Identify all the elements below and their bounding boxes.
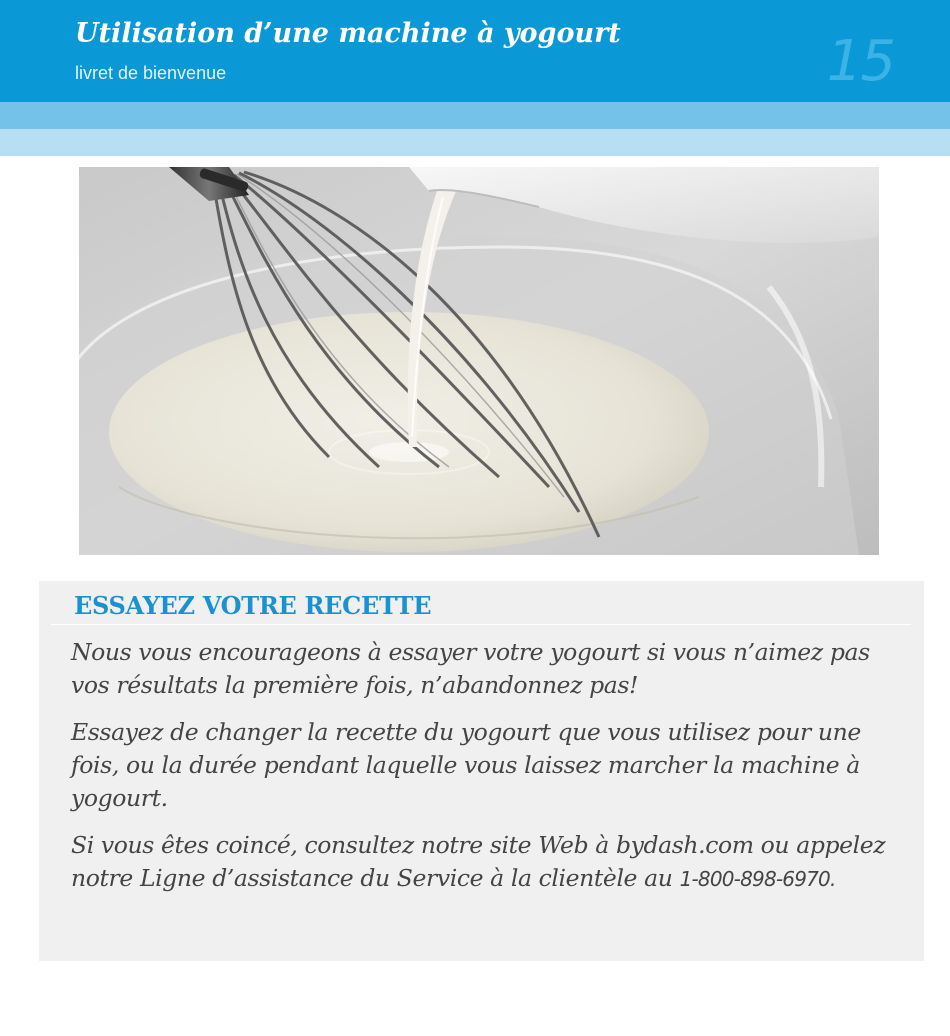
support-phone-number: 1-800-898-6970. xyxy=(679,867,836,891)
recipe-paragraph-1: Nous vous encourageons à essayer votre yogourt si vous n’aimez pas vos résultats la première fois, n’abandonnez pas! xyxy=(71,638,870,699)
recipe-box xyxy=(39,581,924,961)
recipe-heading: ESSAYEZ VOTRE RECETTE xyxy=(74,591,432,620)
recipe-body xyxy=(71,636,911,910)
recipe-paragraph-3 xyxy=(71,829,911,896)
heading-divider xyxy=(51,624,911,625)
page-number: 15 xyxy=(826,29,894,94)
header-subtitle: livret de bienvenue xyxy=(75,63,227,83)
whisk-milk-photo xyxy=(79,167,879,555)
recipe-paragraph-3-text: Si vous êtes coincé, consultez notre site Web à bydash.com ou appelez notre Ligne d’assistance du Service à la clientèle au xyxy=(71,831,886,892)
header-band-light xyxy=(0,129,950,156)
page-header xyxy=(0,0,950,102)
recipe-paragraph-2: Essayez de changer la recette du yogourt que vous utilisez pour une fois, ou la durée pendant laquelle vous laissez marcher la machine à yogourt. xyxy=(71,718,861,812)
header-title: Utilisation d’une machine à yogourt xyxy=(75,18,621,49)
header-band-mid xyxy=(0,102,950,129)
